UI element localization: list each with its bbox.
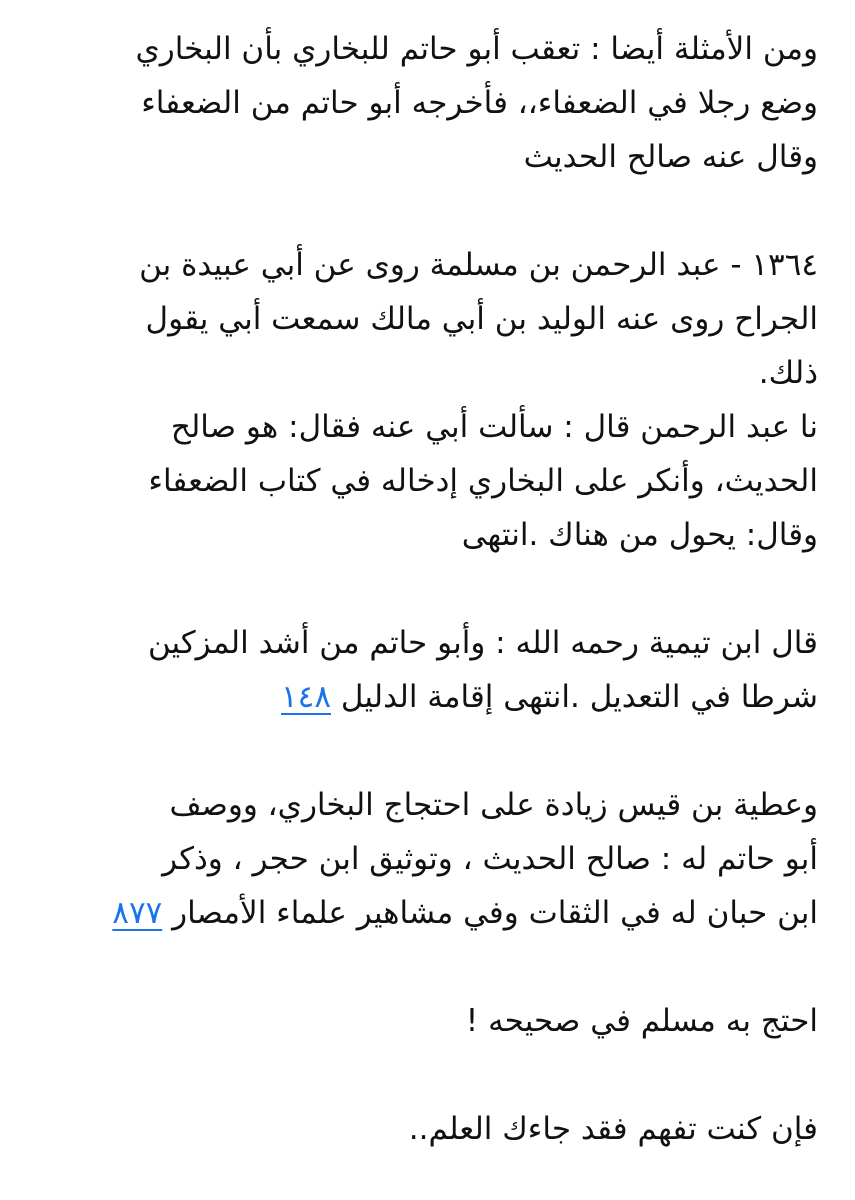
- text-line: احتج به مسلم في صحيحه !: [465, 1003, 818, 1039]
- text-line: الجراح روى عنه الوليد بن أبي مالك سمعت أبي يقول: [145, 301, 818, 337]
- paragraph-muslim: [20, 994, 818, 1048]
- paragraph-spacer: [20, 940, 818, 994]
- text-segment: ابن حبان له في الثقات وفي مشاهير علماء الأمصار: [172, 895, 818, 931]
- paragraph-spacer: [20, 562, 818, 616]
- text-line: نا عبد الرحمن قال : سألت أبي عنه فقال: هو صالح: [170, 409, 818, 445]
- text-line: وعطية بن قيس زيادة على احتجاج البخاري، ووصف: [169, 787, 818, 823]
- text-line: وضع رجلا في الضعفاء،، فأخرجه أبو حاتم من الضعفاء: [141, 85, 818, 121]
- text-line: أبو حاتم له : صالح الحديث ، وتوثيق ابن حجر ، وذكر: [162, 841, 818, 877]
- reference-link[interactable]: ١٤٨: [281, 679, 331, 715]
- reference-link[interactable]: ٨٧٧: [112, 895, 163, 931]
- paragraph-atiyyah: [20, 778, 818, 940]
- paragraph-spacer: [20, 724, 818, 778]
- paragraph-spacer: [20, 1048, 818, 1102]
- text-line: ومن الأمثلة أيضا : تعقب أبو حاتم للبخاري بأن البخاري: [135, 31, 818, 67]
- text-line: [20, 670, 818, 724]
- paragraph-intro: [20, 22, 818, 184]
- text-line: ذلك.: [758, 355, 818, 391]
- text-line: ١٣٦٤ - عبد الرحمن بن مسلمة روى عن أبي عبيدة بن: [139, 247, 818, 283]
- text-line: الحديث، وأنكر على البخاري إدخاله في كتاب الضعفاء: [148, 463, 818, 499]
- text-line: فإن كنت تفهم فقد جاءك العلم..: [408, 1111, 818, 1147]
- paragraph-closing: [20, 1102, 818, 1156]
- text-line: [20, 886, 818, 940]
- text-line: وقال عنه صالح الحديث: [523, 139, 818, 175]
- paragraph-quote-entry: [20, 238, 818, 562]
- text-line: قال ابن تيمية رحمه الله : وأبو حاتم من أشد المزكين: [147, 625, 818, 661]
- paragraph-spacer: [20, 184, 818, 238]
- text-segment: شرطا في التعديل .انتهى إقامة الدليل: [340, 679, 818, 715]
- document-body: [20, 22, 818, 1156]
- paragraph-ibn-taymiyyah: [20, 616, 818, 724]
- text-line: وقال: يحول من هناك .انتهى: [461, 517, 818, 553]
